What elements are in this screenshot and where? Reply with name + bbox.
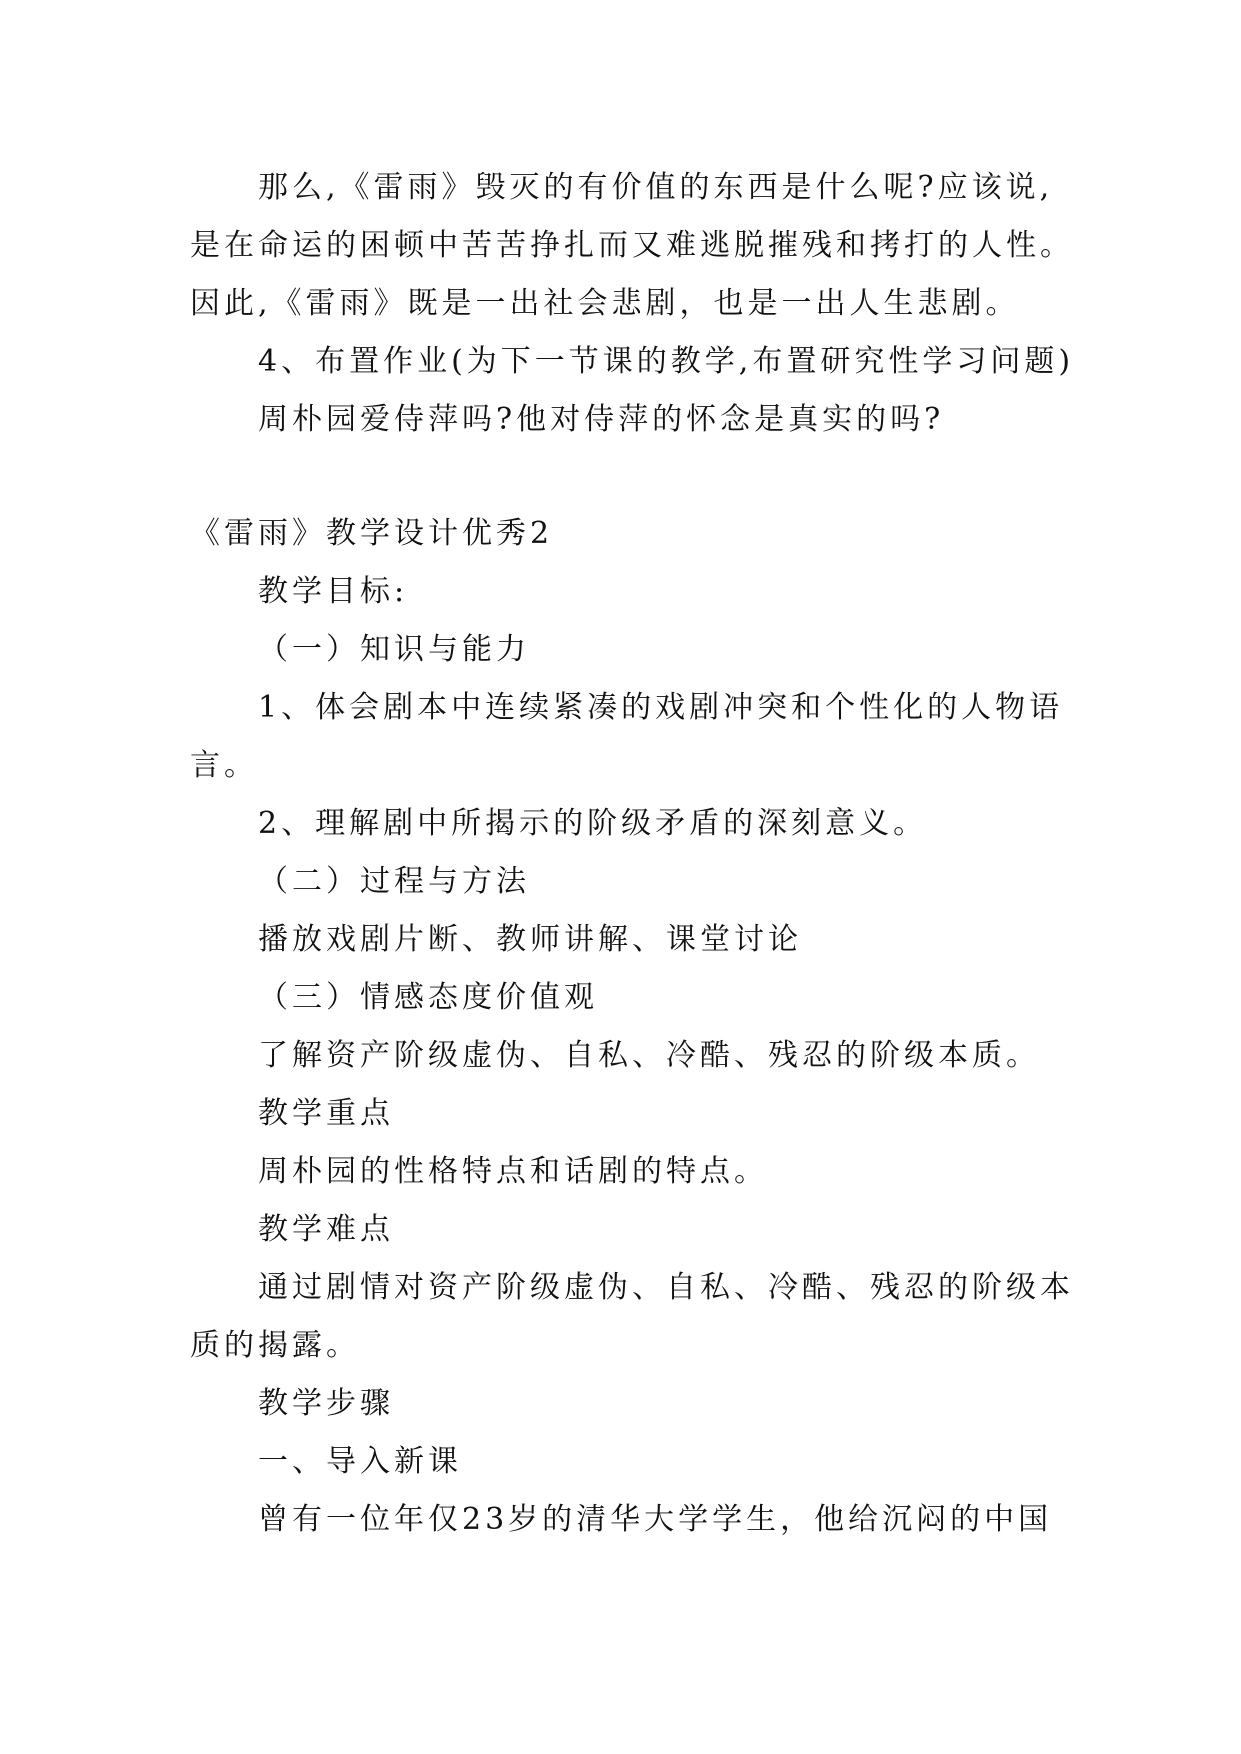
steps-label: 教学步骤 bbox=[258, 1386, 394, 1421]
step1-heading: 一、导入新课 bbox=[258, 1444, 462, 1479]
goal2-text: 播放戏剧片断、教师讲解、课堂讨论 bbox=[258, 922, 802, 957]
goal1-item1-line: 1、体会剧本中连续紧凑的戏剧冲突和个性化的人物语 bbox=[258, 690, 1064, 725]
goal3-text: 了解资产阶级虚伪、自私、冷酷、残忍的阶级本质。 bbox=[258, 1038, 1040, 1073]
goal1-heading: （一）知识与能力 bbox=[258, 632, 530, 667]
goals-label: 教学目标: bbox=[258, 574, 409, 609]
homework-heading: 4、布置作业(为下一节课的教学,布置研究性学习问题) bbox=[258, 344, 1075, 379]
difficulty-label: 教学难点 bbox=[258, 1212, 394, 1247]
difficulty-line: 质的揭露。 bbox=[190, 1328, 360, 1363]
goal3-heading: （三）情感态度价值观 bbox=[258, 980, 598, 1015]
paragraph-line: 因此,《雷雨》既是一出社会悲剧，也是一出人生悲剧。 bbox=[190, 286, 1020, 321]
goal1-item1-line: 言。 bbox=[190, 748, 258, 783]
goal2-heading: （二）过程与方法 bbox=[258, 864, 530, 899]
difficulty-line: 通过剧情对资产阶级虚伪、自私、冷酷、残忍的阶级本 bbox=[258, 1270, 1074, 1305]
paragraph-line: 那么,《雷雨》毁灭的有价值的东西是什么呢?应该说, bbox=[258, 170, 1054, 205]
step1-text: 曾有一位年仅23岁的清华大学学生，他给沉闷的中国 bbox=[258, 1502, 1053, 1537]
key-points-text: 周朴园的性格特点和话剧的特点。 bbox=[258, 1154, 768, 1189]
paragraph-line: 是在命运的困顿中苦苦挣扎而又难逃脱摧残和拷打的人性。 bbox=[190, 228, 1074, 263]
section-title: 《雷雨》教学设计优秀2 bbox=[190, 516, 554, 551]
goal1-item2: 2、理解剧中所揭示的阶级矛盾的深刻意义。 bbox=[258, 806, 928, 841]
homework-question: 周朴园爱侍萍吗?他对侍萍的怀念是真实的吗? bbox=[258, 402, 945, 437]
key-points-label: 教学重点 bbox=[258, 1096, 394, 1131]
